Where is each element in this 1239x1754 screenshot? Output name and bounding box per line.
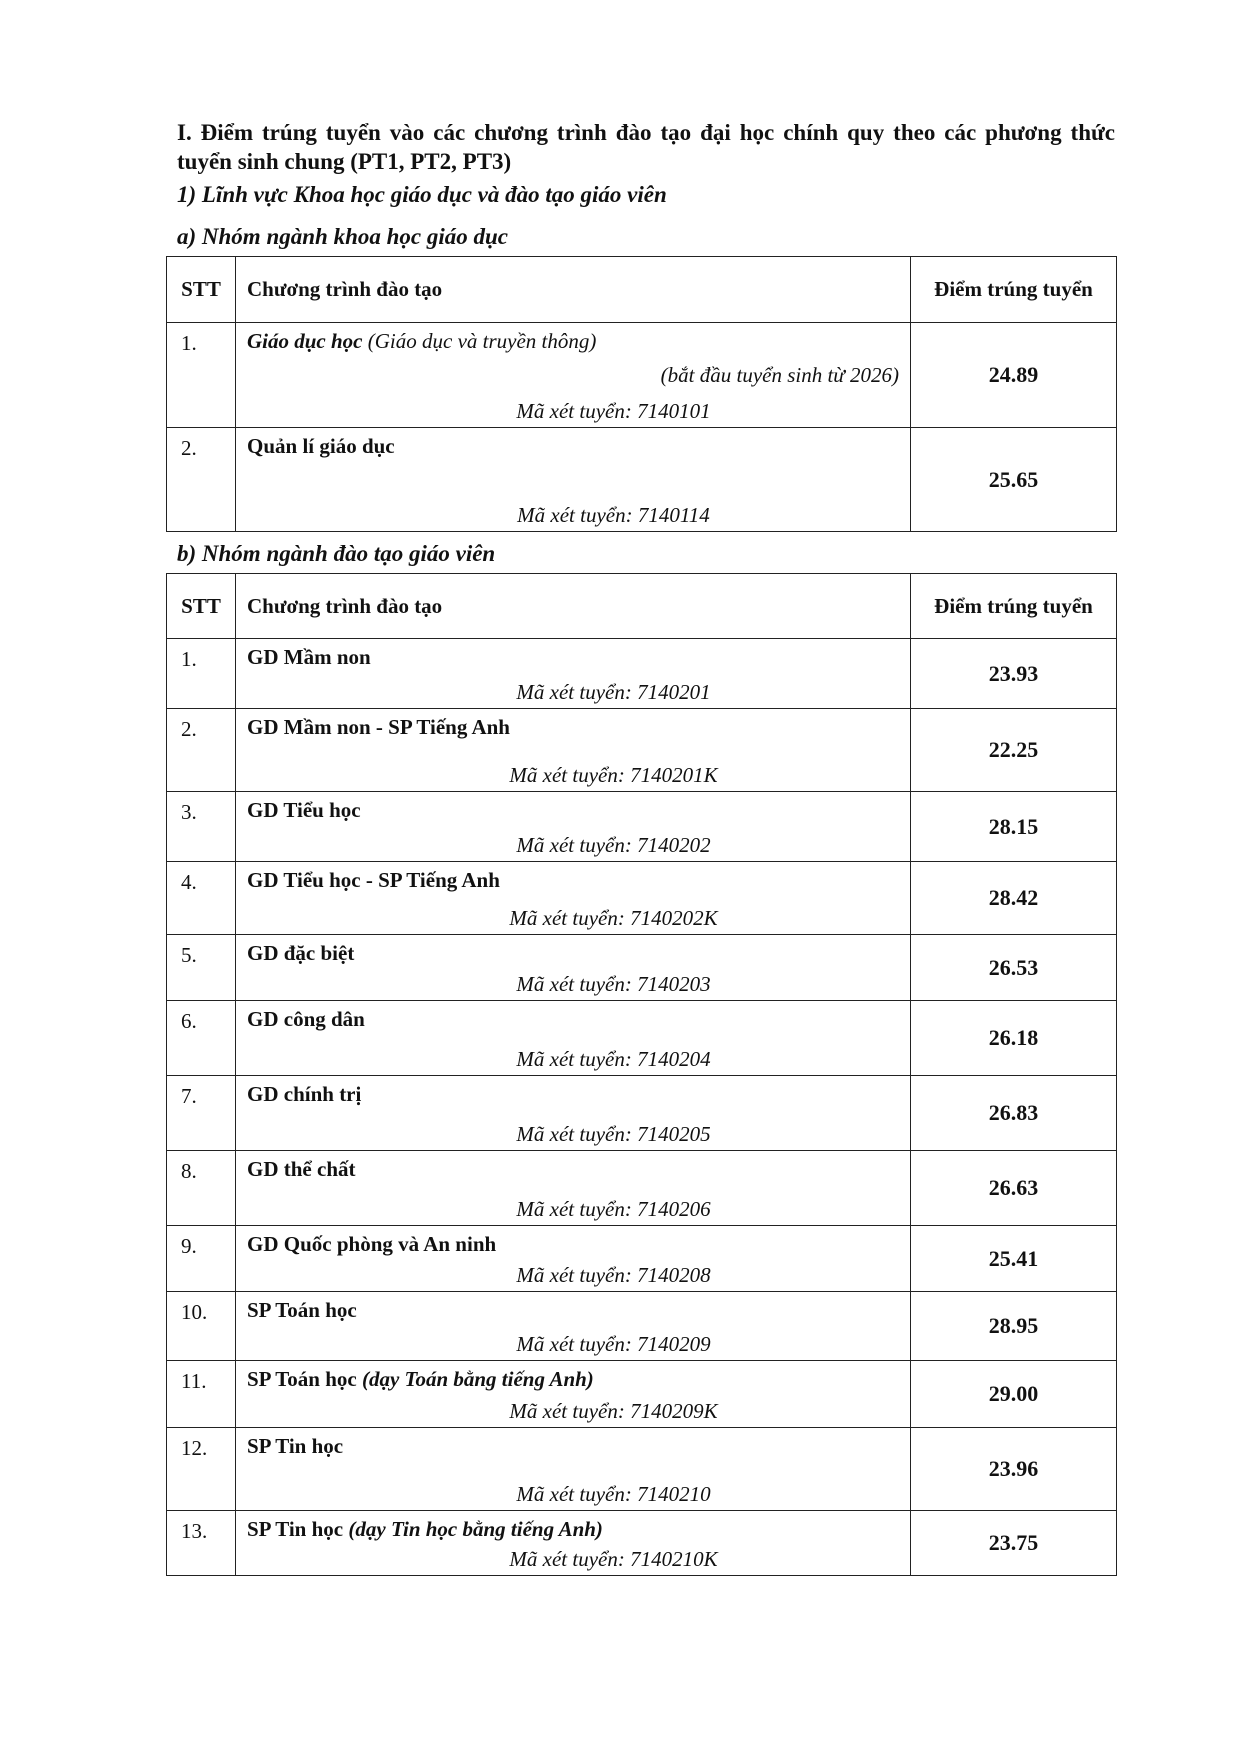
program-code: Mã xét tuyển: 7140205 (516, 1122, 711, 1146)
program-name-main: GD Tiểu học - SP Tiếng Anh (247, 868, 500, 892)
program-code-wrap (236, 680, 911, 705)
row-score: 28.15 (911, 792, 1117, 862)
table-row (167, 639, 1117, 709)
program-code: Mã xét tuyển: 7140210 (516, 1482, 711, 1506)
field-title: 1) Lĩnh vực Khoa học giáo dục và đào tạo giáo viên (177, 182, 667, 207)
program-code: Mã xét tuyển: 7140202K (509, 906, 718, 930)
program-name-main: SP Tin học (247, 1434, 344, 1458)
program-name (247, 1082, 361, 1107)
program-code: Mã xét tuyển: 7140201K (509, 763, 718, 787)
program-code-wrap (236, 1197, 911, 1222)
table-row (167, 1361, 1117, 1428)
row-stt: 4. (167, 862, 236, 935)
program-code-wrap (236, 833, 911, 858)
program-code: Mã xét tuyển: 7140209 (516, 1332, 711, 1356)
header-program-label: Chương trình đào tạo (247, 277, 443, 301)
program-code: Mã xét tuyển: 7140210K (509, 1547, 718, 1571)
program-name-main: SP Toán học (247, 1298, 357, 1322)
program-code: Mã xét tuyển: 7140201 (516, 680, 711, 704)
table-row (167, 1428, 1117, 1511)
program-code: Mã xét tuyển: 7140101 (516, 399, 711, 423)
program-name (247, 941, 354, 966)
table-row (167, 1151, 1117, 1226)
row-stt: 7. (167, 1076, 236, 1151)
program-code-wrap (236, 1122, 911, 1147)
program-code: Mã xét tuyển: 7140206 (516, 1197, 711, 1221)
program-name-main: GD chính trị (247, 1082, 362, 1106)
row-stt: 3. (167, 792, 236, 862)
program-name (247, 798, 361, 823)
table-row (167, 1226, 1117, 1292)
row-score: 26.63 (911, 1151, 1117, 1226)
program-code: Mã xét tuyển: 7140204 (516, 1047, 711, 1071)
header-score: Điểm trúng tuyển (911, 257, 1117, 323)
program-code-wrap (236, 1399, 911, 1424)
program-code-wrap (236, 503, 911, 528)
table-row (167, 935, 1117, 1001)
program-code-wrap (236, 972, 911, 997)
program-name (247, 645, 371, 670)
program-name (247, 329, 596, 354)
row-program (236, 1292, 911, 1361)
program-code: Mã xét tuyển: 7140203 (516, 972, 711, 996)
program-name (247, 1298, 357, 1323)
program-name-main: GD Tiểu học (247, 798, 361, 822)
program-name (247, 1157, 356, 1182)
row-stt: 1. (167, 323, 236, 428)
row-score: 23.75 (911, 1511, 1117, 1576)
program-code: Mã xét tuyển: 7140202 (516, 833, 711, 857)
row-score: 23.96 (911, 1428, 1117, 1511)
program-code-wrap (236, 1047, 911, 1072)
row-stt: 9. (167, 1226, 236, 1292)
table-header-row (167, 257, 1117, 323)
row-program (236, 428, 911, 532)
row-program (236, 862, 911, 935)
row-score: 26.18 (911, 1001, 1117, 1076)
program-code-wrap (236, 1332, 911, 1357)
group-a-table (166, 256, 1117, 532)
program-code-wrap (236, 1263, 911, 1288)
header-program (236, 257, 911, 323)
row-score: 29.00 (911, 1361, 1117, 1428)
table-row (167, 792, 1117, 862)
row-score: 24.89 (911, 323, 1117, 428)
program-code-wrap (236, 1547, 911, 1572)
row-program (236, 792, 911, 862)
program-note: (bắt đầu tuyển sinh từ 2026) (660, 363, 899, 387)
row-stt: 8. (167, 1151, 236, 1226)
table-row (167, 1511, 1117, 1576)
row-score: 26.53 (911, 935, 1117, 1001)
table-row (167, 1076, 1117, 1151)
row-stt: 5. (167, 935, 236, 1001)
row-score: 26.83 (911, 1076, 1117, 1151)
row-score: 22.25 (911, 709, 1117, 792)
program-code-wrap (236, 1482, 911, 1507)
program-code: Mã xét tuyển: 7140209K (509, 1399, 718, 1423)
header-program (236, 574, 911, 639)
program-name (247, 1434, 343, 1459)
row-program (236, 709, 911, 792)
program-code-wrap (236, 763, 911, 788)
header-stt: STT (167, 574, 236, 639)
row-program (236, 323, 911, 428)
row-score: 25.41 (911, 1226, 1117, 1292)
program-name (247, 1007, 365, 1032)
program-name (247, 434, 395, 459)
row-program (236, 1511, 911, 1576)
table-row (167, 1292, 1117, 1361)
header-program-label: Chương trình đào tạo (247, 593, 443, 618)
row-program (236, 935, 911, 1001)
program-name-main: SP Tin học (247, 1517, 344, 1541)
row-score: 28.95 (911, 1292, 1117, 1361)
program-name-main: GD thể chất (247, 1157, 356, 1181)
program-name (247, 1367, 594, 1392)
table-row (167, 323, 1117, 428)
program-name (247, 868, 500, 893)
table-row (167, 709, 1117, 792)
row-score: 28.42 (911, 862, 1117, 935)
row-program (236, 1361, 911, 1428)
program-name-suffix: (dạy Toán bằng tiếng Anh) (356, 1367, 594, 1391)
program-code: Mã xét tuyển: 7140114 (517, 503, 710, 527)
program-name (247, 1517, 603, 1542)
row-program (236, 1428, 911, 1511)
row-stt: 6. (167, 1001, 236, 1076)
program-name-main: GD Mầm non (247, 645, 371, 669)
program-name-suffix: (Giáo dục và truyền thông) (362, 329, 597, 353)
row-score: 23.93 (911, 639, 1117, 709)
program-name-main: SP Toán học (247, 1367, 357, 1391)
program-name (247, 715, 510, 740)
table-header-row (167, 574, 1117, 639)
group-a-title: a) Nhóm ngành khoa học giáo dục (177, 224, 509, 249)
row-stt: 2. (167, 709, 236, 792)
row-stt: 12. (167, 1428, 236, 1511)
section-title: I. Điểm trúng tuyển vào các chương trình đào tạo đại học chính quy theo các phương thức tuyển sinh chung (PT1, PT2, PT3) (177, 120, 1115, 174)
program-name-main: GD Mầm non - SP Tiếng Anh (247, 715, 510, 739)
header-score: Điểm trúng tuyển (911, 574, 1117, 639)
row-score: 25.65 (911, 428, 1117, 532)
table-row (167, 428, 1117, 532)
program-name-main: Giáo dục học (247, 329, 363, 353)
row-program (236, 1226, 911, 1292)
row-stt: 11. (167, 1361, 236, 1428)
program-code-wrap (236, 399, 911, 424)
program-name-suffix: (dạy Tin học bằng tiếng Anh) (343, 1517, 603, 1541)
row-stt: 1. (167, 639, 236, 709)
row-stt: 2. (167, 428, 236, 532)
table-row (167, 862, 1117, 935)
program-name-main: GD đặc biệt (247, 941, 355, 965)
row-stt: 10. (167, 1292, 236, 1361)
program-name (247, 1232, 496, 1257)
row-program (236, 1001, 911, 1076)
program-name-main: GD Quốc phòng và An ninh (247, 1232, 497, 1256)
program-code: Mã xét tuyển: 7140208 (516, 1263, 711, 1287)
group-b-table (166, 573, 1117, 1576)
header-stt: STT (167, 257, 236, 323)
row-program (236, 1151, 911, 1226)
program-name-main: Quản lí giáo dục (247, 434, 395, 458)
group-b-title: b) Nhóm ngành đào tạo giáo viên (177, 541, 496, 566)
row-stt: 13. (167, 1511, 236, 1576)
row-program (236, 1076, 911, 1151)
table-row (167, 1001, 1117, 1076)
program-name-main: GD công dân (247, 1007, 365, 1031)
program-code-wrap (236, 906, 911, 931)
row-program (236, 639, 911, 709)
